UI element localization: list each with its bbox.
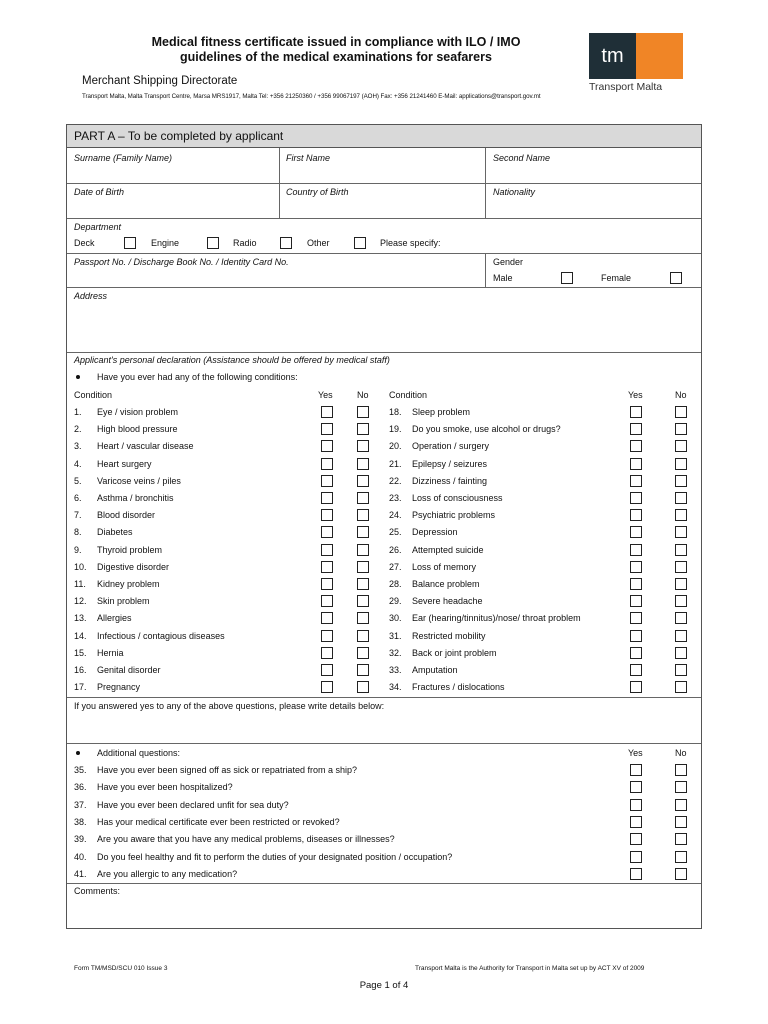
condition-no-checkbox[interactable] — [357, 406, 369, 418]
address-label: Address — [74, 291, 108, 301]
part-a-form — [66, 124, 702, 929]
additional-no-header: No — [675, 748, 687, 758]
part-a-header — [67, 125, 701, 148]
condition-label: High blood pressure — [97, 424, 178, 435]
condition-number: 22. — [389, 475, 402, 486]
condition-no-checkbox[interactable] — [675, 423, 687, 435]
divider — [67, 218, 701, 219]
condition-label: Epilepsy / seizures — [412, 458, 488, 469]
condition-no-checkbox[interactable] — [357, 595, 369, 607]
yes-header-left: Yes — [318, 390, 333, 400]
condition-yes-checkbox[interactable] — [321, 681, 333, 693]
condition-yes-checkbox[interactable] — [321, 475, 333, 487]
condition-yes-checkbox[interactable] — [321, 423, 333, 435]
condition-number: 9. — [74, 544, 82, 555]
question-label: Have you ever been signed off as sick or repatriated from a ship? — [97, 765, 357, 775]
condition-no-checkbox[interactable] — [675, 509, 687, 521]
condition-label: Genital disorder — [97, 665, 161, 675]
condition-label: Severe headache — [412, 596, 483, 607]
divider — [67, 697, 701, 698]
question-number: 38. — [74, 816, 87, 827]
question-no-checkbox[interactable] — [675, 851, 687, 863]
question-label: Are you aware that you have any medical problems, diseases or illnesses? — [97, 834, 395, 845]
condition-no-checkbox[interactable] — [675, 664, 687, 676]
question-label: Have you ever been declared unfit for sea duty? — [97, 799, 289, 810]
condition-no-checkbox[interactable] — [675, 578, 687, 590]
condition-number: 28. — [389, 579, 402, 589]
condition-number: 6. — [74, 493, 82, 503]
dept-deck-checkbox[interactable] — [124, 237, 136, 249]
condition-number: 23. — [389, 493, 402, 503]
condition-label: Pregnancy — [97, 682, 141, 693]
gender-male-checkbox[interactable] — [561, 272, 573, 284]
question-no-checkbox[interactable] — [675, 868, 687, 880]
condition-label: Loss of consciousness — [412, 493, 503, 503]
second-name-label: Second Name — [493, 153, 551, 163]
question-yes-checkbox[interactable] — [630, 781, 642, 793]
condition-yes-checkbox[interactable] — [630, 458, 642, 470]
condition-number: 18. — [389, 407, 402, 417]
condition-yes-checkbox[interactable] — [630, 612, 642, 624]
condition-number: 31. — [389, 630, 402, 641]
condition-yes-checkbox[interactable] — [321, 664, 333, 676]
condition-no-checkbox[interactable] — [357, 492, 369, 504]
condition-no-checkbox[interactable] — [357, 423, 369, 435]
department-label: Department — [74, 222, 122, 232]
gender-label: Gender — [493, 257, 524, 267]
condition-label: Dizziness / fainting — [412, 475, 488, 486]
condition-header-right: Condition — [389, 390, 428, 400]
divider — [485, 253, 486, 287]
condition-label: Infectious / contagious diseases — [97, 630, 225, 641]
transport-malta-logo — [589, 33, 683, 79]
condition-label: Operation / surgery — [412, 441, 490, 452]
question-number: 39. — [74, 834, 87, 845]
logo-mark: tm — [589, 33, 636, 79]
condition-no-checkbox[interactable] — [675, 630, 687, 642]
logo-orange-block — [636, 33, 683, 79]
condition-label: Restricted mobility — [412, 630, 486, 641]
condition-number: 29. — [389, 596, 402, 607]
condition-no-checkbox[interactable] — [675, 440, 687, 452]
condition-yes-checkbox[interactable] — [321, 440, 333, 452]
question-no-checkbox[interactable] — [675, 799, 687, 811]
title-line-1: Medical fitness certificate issued in compliance with ILO / IMO — [151, 35, 521, 49]
condition-number: 3. — [74, 441, 82, 452]
condition-label: Varicose veins / piles — [97, 475, 181, 486]
contact-details: Transport Malta, Malta Transport Centre, Marsa MRS1917, Malta Tel: +356 21250360 / +356 99067197 (AOH) Fax: +356 21241460 E-Mail: applications@transport.gov.mt — [82, 93, 541, 100]
divider — [67, 183, 701, 184]
condition-number: 11. — [74, 579, 86, 589]
title-line-2: guidelines of the medical examinations for seafarers — [180, 50, 492, 64]
condition-no-checkbox[interactable] — [357, 612, 369, 624]
comments-label: Comments: — [74, 886, 121, 896]
condition-number: 27. — [389, 561, 402, 572]
condition-no-checkbox[interactable] — [357, 509, 369, 521]
gender-male-label: Male — [493, 273, 513, 283]
directorate-name: Merchant Shipping Directorate — [82, 75, 238, 87]
additional-title: Additional questions: — [97, 748, 181, 758]
conditions-question: Have you ever had any of the following conditions: — [97, 372, 298, 382]
condition-number: 2. — [74, 424, 82, 435]
condition-label: Sleep problem — [412, 407, 471, 417]
condition-no-checkbox[interactable] — [675, 544, 687, 556]
condition-number: 16. — [74, 665, 87, 675]
question-yes-checkbox[interactable] — [630, 833, 642, 845]
condition-yes-checkbox[interactable] — [630, 406, 642, 418]
condition-label: Hernia — [97, 647, 124, 658]
condition-yes-checkbox[interactable] — [321, 561, 333, 573]
question-number: 36. — [74, 782, 87, 793]
condition-yes-checkbox[interactable] — [321, 544, 333, 556]
condition-header-left: Condition — [74, 390, 113, 400]
question-no-checkbox[interactable] — [675, 833, 687, 845]
condition-yes-checkbox[interactable] — [630, 509, 642, 521]
condition-number: 12. — [74, 596, 87, 607]
condition-label: Psychiatric problems — [412, 510, 496, 521]
question-label: Have you ever been hospitalized? — [97, 782, 233, 793]
condition-label: Amputation — [412, 665, 458, 675]
condition-number: 19. — [389, 424, 402, 435]
condition-yes-checkbox[interactable] — [630, 544, 642, 556]
condition-number: 4. — [74, 458, 82, 469]
condition-number: 8. — [74, 527, 82, 538]
document-title — [80, 35, 592, 65]
condition-number: 32. — [389, 647, 402, 658]
page-number: Page 1 of 4 — [359, 980, 409, 991]
condition-no-checkbox[interactable] — [357, 561, 369, 573]
passport-label: Passport No. / Discharge Book No. / Identity Card No. — [74, 257, 289, 267]
condition-label: Allergies — [97, 613, 132, 624]
condition-yes-checkbox[interactable] — [630, 423, 642, 435]
condition-no-checkbox[interactable] — [675, 681, 687, 693]
condition-number: 17. — [74, 682, 87, 693]
gender-female-label: Female — [601, 273, 632, 283]
condition-no-checkbox[interactable] — [675, 647, 687, 659]
condition-label: Heart / vascular disease — [97, 441, 194, 452]
condition-yes-checkbox[interactable] — [321, 406, 333, 418]
condition-label: Depression — [412, 527, 458, 538]
condition-label: Thyroid problem — [97, 544, 163, 555]
dept-engine-checkbox[interactable] — [207, 237, 219, 249]
question-label: Has your medical certificate ever been restricted or revoked? — [97, 816, 340, 827]
condition-no-checkbox[interactable] — [357, 458, 369, 470]
condition-yes-checkbox[interactable] — [630, 630, 642, 642]
condition-label: Asthma / bronchitis — [97, 493, 174, 503]
condition-no-checkbox[interactable] — [675, 595, 687, 607]
declaration-title: Applicant's personal declaration (Assistance should be offered by medical staff) — [74, 355, 390, 365]
condition-yes-checkbox[interactable] — [321, 458, 333, 470]
question-yes-checkbox[interactable] — [630, 816, 642, 828]
condition-number: 15. — [74, 647, 87, 658]
condition-label: Attempted suicide — [412, 544, 484, 555]
condition-no-checkbox[interactable] — [357, 647, 369, 659]
condition-yes-checkbox[interactable] — [630, 440, 642, 452]
condition-label: Heart surgery — [97, 458, 152, 469]
condition-no-checkbox[interactable] — [357, 664, 369, 676]
bullet-icon — [76, 375, 80, 379]
dept-other-label: Other — [307, 238, 330, 248]
condition-number: 7. — [74, 510, 82, 521]
condition-label: Digestive disorder — [97, 561, 170, 572]
question-no-checkbox[interactable] — [675, 764, 687, 776]
condition-number: 21. — [389, 458, 402, 469]
divider — [67, 287, 701, 288]
no-header-left: No — [357, 390, 369, 400]
question-yes-checkbox[interactable] — [630, 799, 642, 811]
condition-yes-checkbox[interactable] — [321, 612, 333, 624]
condition-yes-checkbox[interactable] — [630, 561, 642, 573]
condition-label: Skin problem — [97, 596, 150, 607]
condition-no-checkbox[interactable] — [675, 526, 687, 538]
country-of-birth-label: Country of Birth — [286, 187, 349, 197]
question-number: 35. — [74, 765, 87, 775]
question-number: 41. — [74, 868, 87, 879]
condition-no-checkbox[interactable] — [675, 406, 687, 418]
bullet-icon — [76, 751, 80, 755]
no-header-right: No — [675, 390, 687, 400]
condition-no-checkbox[interactable] — [675, 492, 687, 504]
yes-header-right: Yes — [628, 390, 643, 400]
condition-yes-checkbox[interactable] — [630, 664, 642, 676]
condition-no-checkbox[interactable] — [357, 578, 369, 590]
condition-label: Kidney problem — [97, 579, 160, 589]
surname-label: Surname (Family Name) — [74, 153, 173, 163]
condition-yes-checkbox[interactable] — [630, 492, 642, 504]
dept-radio-checkbox[interactable] — [280, 237, 292, 249]
condition-no-checkbox[interactable] — [675, 475, 687, 487]
condition-no-checkbox[interactable] — [357, 630, 369, 642]
condition-yes-checkbox[interactable] — [321, 526, 333, 538]
question-number: 37. — [74, 799, 87, 810]
dept-radio-label: Radio — [233, 238, 257, 248]
condition-no-checkbox[interactable] — [675, 458, 687, 470]
dob-label: Date of Birth — [74, 187, 125, 197]
condition-number: 5. — [74, 475, 82, 486]
question-number: 40. — [74, 851, 87, 862]
condition-no-checkbox[interactable] — [357, 544, 369, 556]
form-id: Form TM/MSD/SCU 010 Issue 3 — [74, 965, 168, 972]
question-label: Are you allergic to any medication? — [97, 868, 238, 879]
question-yes-checkbox[interactable] — [630, 851, 642, 863]
dept-other-checkbox[interactable] — [354, 237, 366, 249]
condition-number: 26. — [389, 544, 402, 555]
condition-no-checkbox[interactable] — [357, 681, 369, 693]
condition-label: Diabetes — [97, 527, 133, 538]
authority-note: Transport Malta is the Authority for Transport in Malta set up by ACT XV of 2009 — [415, 965, 645, 972]
first-name-label: First Name — [286, 153, 331, 163]
question-no-checkbox[interactable] — [675, 781, 687, 793]
condition-yes-checkbox[interactable] — [630, 681, 642, 693]
condition-yes-checkbox[interactable] — [321, 509, 333, 521]
condition-no-checkbox[interactable] — [357, 475, 369, 487]
condition-no-checkbox[interactable] — [357, 526, 369, 538]
condition-label: Eye / vision problem — [97, 407, 179, 417]
condition-yes-checkbox[interactable] — [321, 578, 333, 590]
condition-label: Ear (hearing/tinnitus)/nose/ throat problem — [412, 613, 581, 624]
condition-number: 14. — [74, 630, 87, 641]
condition-yes-checkbox[interactable] — [630, 526, 642, 538]
condition-yes-checkbox[interactable] — [630, 475, 642, 487]
divider — [67, 253, 701, 254]
condition-no-checkbox[interactable] — [357, 440, 369, 452]
condition-label: Balance problem — [412, 579, 480, 589]
condition-number: 25. — [389, 527, 402, 538]
dept-engine-label: Engine — [151, 238, 180, 248]
condition-yes-checkbox[interactable] — [321, 492, 333, 504]
condition-number: 24. — [389, 510, 402, 521]
condition-number: 20. — [389, 441, 402, 452]
condition-yes-checkbox[interactable] — [630, 595, 642, 607]
condition-number: 13. — [74, 613, 87, 624]
question-yes-checkbox[interactable] — [630, 868, 642, 880]
condition-yes-checkbox[interactable] — [630, 647, 642, 659]
question-yes-checkbox[interactable] — [630, 764, 642, 776]
condition-label: Do you smoke, use alcohol or drugs? — [412, 424, 561, 435]
dept-specify-label: Please specify: — [380, 238, 441, 248]
question-no-checkbox[interactable] — [675, 816, 687, 828]
condition-yes-checkbox[interactable] — [321, 595, 333, 607]
question-label: Do you feel healthy and fit to perform the duties of your designated position / occupation? — [97, 851, 453, 862]
condition-yes-checkbox[interactable] — [321, 630, 333, 642]
part-a-title: PART A – To be completed by applicant — [74, 129, 284, 143]
condition-number: 34. — [389, 682, 402, 693]
condition-number: 10. — [74, 561, 87, 572]
condition-number: 30. — [389, 613, 402, 624]
condition-label: Fractures / dislocations — [412, 682, 505, 693]
divider — [67, 743, 701, 744]
gender-female-checkbox[interactable] — [670, 272, 682, 284]
details-prompt: If you answered yes to any of the above questions, please write details below: — [74, 701, 385, 711]
condition-number: 1. — [74, 407, 82, 417]
condition-label: Loss of memory — [412, 561, 477, 572]
condition-yes-checkbox[interactable] — [321, 647, 333, 659]
condition-label: Back or joint problem — [412, 647, 497, 658]
additional-yes-header: Yes — [628, 748, 643, 758]
logo-name: Transport Malta — [589, 81, 663, 93]
condition-no-checkbox[interactable] — [675, 612, 687, 624]
condition-yes-checkbox[interactable] — [630, 578, 642, 590]
dept-deck-label: Deck — [74, 238, 95, 248]
divider — [67, 352, 701, 353]
nationality-label: Nationality — [493, 187, 536, 197]
condition-no-checkbox[interactable] — [675, 561, 687, 573]
condition-number: 33. — [389, 665, 402, 675]
divider — [67, 883, 701, 884]
condition-label: Blood disorder — [97, 510, 156, 521]
